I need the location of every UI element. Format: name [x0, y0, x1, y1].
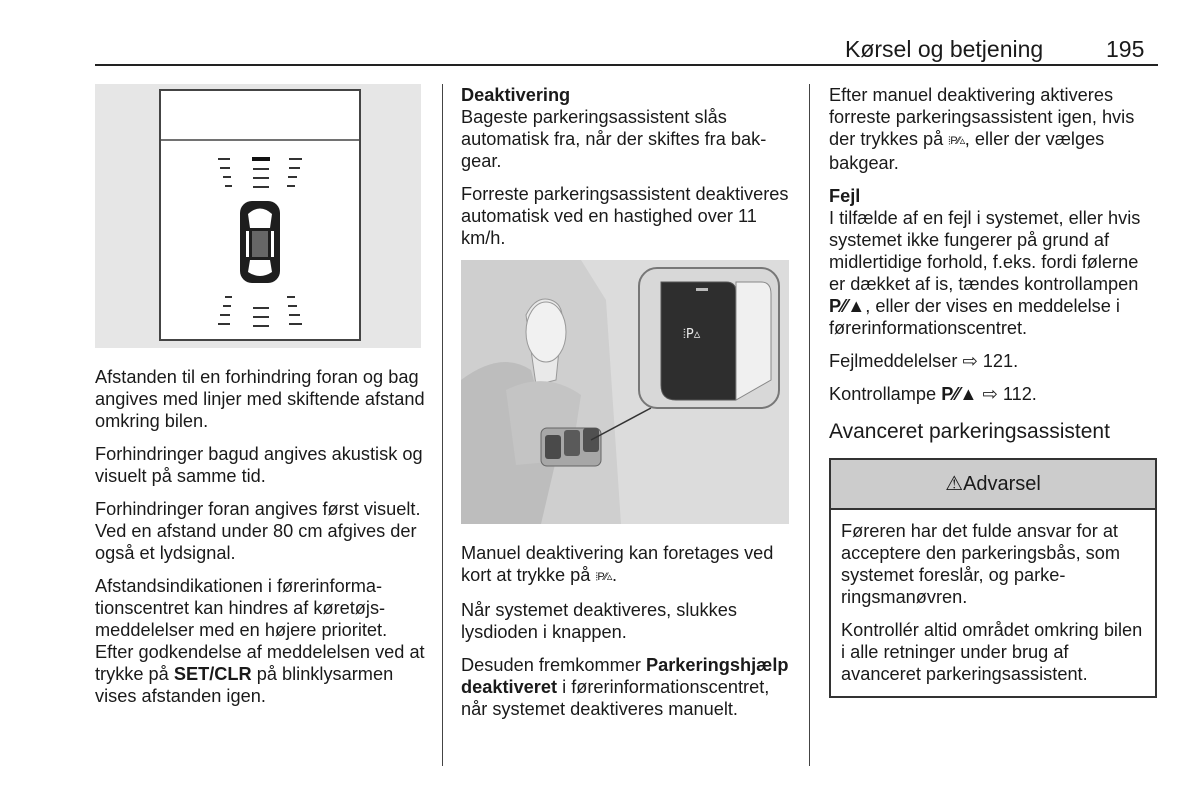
warning-header [831, 460, 1155, 510]
warning-lamp-icon: P⁄⁄▲ [941, 384, 978, 404]
svg-text:⦙P▵: ⦙P▵ [683, 327, 701, 342]
col1-paragraph-4: Afstandsindikationen i førerinformationscentret kan hindres af køretøjsmeddelelser med en højere prioritet. Efter godkendelse af meddelelsen ved at trykke på SET/CLR på blinklysarmen vises afstanden igen. [95, 576, 425, 706]
set-clr-label: SET/CLR [173, 664, 252, 684]
arrow-icon: ⇨ [962, 351, 978, 371]
col2-paragraph-1: Bageste parkeringsassistent slås automatisk fra, når der skiftes fra bakgear. [461, 107, 767, 171]
col1-paragraph-1: Afstanden til en forhindring foran og bag angives med linjer med skiftende afstand omkring bilen. [95, 367, 425, 431]
warning-lamp-icon: P⁄⁄▲ [829, 296, 866, 316]
warning-title: Advarsel [963, 473, 1041, 495]
warning-triangle-icon: ⚠ [945, 473, 964, 495]
header-rule [95, 64, 1158, 66]
col2-paragraph-3: Manuel deaktivering kan foretages ved kort at trykke på ⦙P⁄⁄▵. [461, 543, 774, 585]
warning-box [829, 458, 1157, 698]
col3-paragraph-1: Efter manuel deaktivering aktiveres forreste parkeringsassistent igen, hvis der trykkes på ⦙P⁄⁄▵, eller der vælges bakgear. [829, 85, 1135, 173]
page-number: 195 [1106, 36, 1145, 62]
console-button-illustration [461, 260, 789, 524]
page-ref-121: 121. [982, 351, 1019, 371]
col3-paragraph-2: I tilfælde af en fejl i systemet, eller hvis systemet ikke fungerer på grund af midlertidige forhold, f.eks. fordi følerne er dækket af is, tændes kontrollampen P⁄⁄▲, eller der vises en meddelelse i førerinformationscentret. [829, 208, 1141, 338]
message-text: Parkeringshjælp deaktiveret [461, 655, 789, 697]
col1-paragraph-3: Forhindringer foran angives først visuelt. Ved en afstand under 80 cm afgives der også et lydsignal. [95, 499, 421, 563]
parking-display-illustration [95, 84, 421, 348]
park-button-icon: ⦙P⁄⁄▵ [948, 135, 965, 147]
col1-paragraph-2: Forhindringer bagud angives akustisk og visuelt på samme tid. [95, 444, 423, 486]
warning-paragraph-1: Føreren har det fulde ansvar for at acceptere den parkeringsbås, som systemet foreslår, og parkeringsmanøvren. [841, 521, 1121, 607]
column-divider-2 [809, 84, 810, 766]
heading-avanceret: Avanceret parkeringsassistent [829, 420, 1110, 443]
col3-paragraph-4: Kontrollampe P⁄⁄▲ ⇨ 112. [829, 384, 1037, 404]
col2-paragraph-2: Forreste parkeringsassistent deaktiveres automatisk ved en hastighed over 11 km/h. [461, 184, 789, 248]
page-ref-112: 112. [1002, 384, 1037, 404]
arrow-icon: ⇨ [982, 384, 998, 404]
col2-paragraph-4: Når systemet deaktiveres, slukkes lysdioden i knappen. [461, 600, 737, 642]
heading-fejl: Fejl [829, 186, 861, 206]
park-button-icon: ⦙P⁄⁄▵ [595, 571, 612, 583]
warning-paragraph-2: Kontrollér altid området omkring bilen i alle retninger under brug af avanceret parkeringsassistent. [841, 620, 1143, 684]
section-title: Kørsel og betjening [845, 36, 1044, 62]
column-divider-1 [442, 84, 443, 766]
heading-deaktivering: Deaktivering [461, 85, 571, 105]
col2-paragraph-5: Desuden fremkommer Parkeringshjælp deaktiveret i førerinformationscentret, når systemet deaktiveres manuelt. [461, 655, 789, 719]
col3-paragraph-3: Fejlmeddelelser ⇨ 121. [829, 351, 1019, 371]
